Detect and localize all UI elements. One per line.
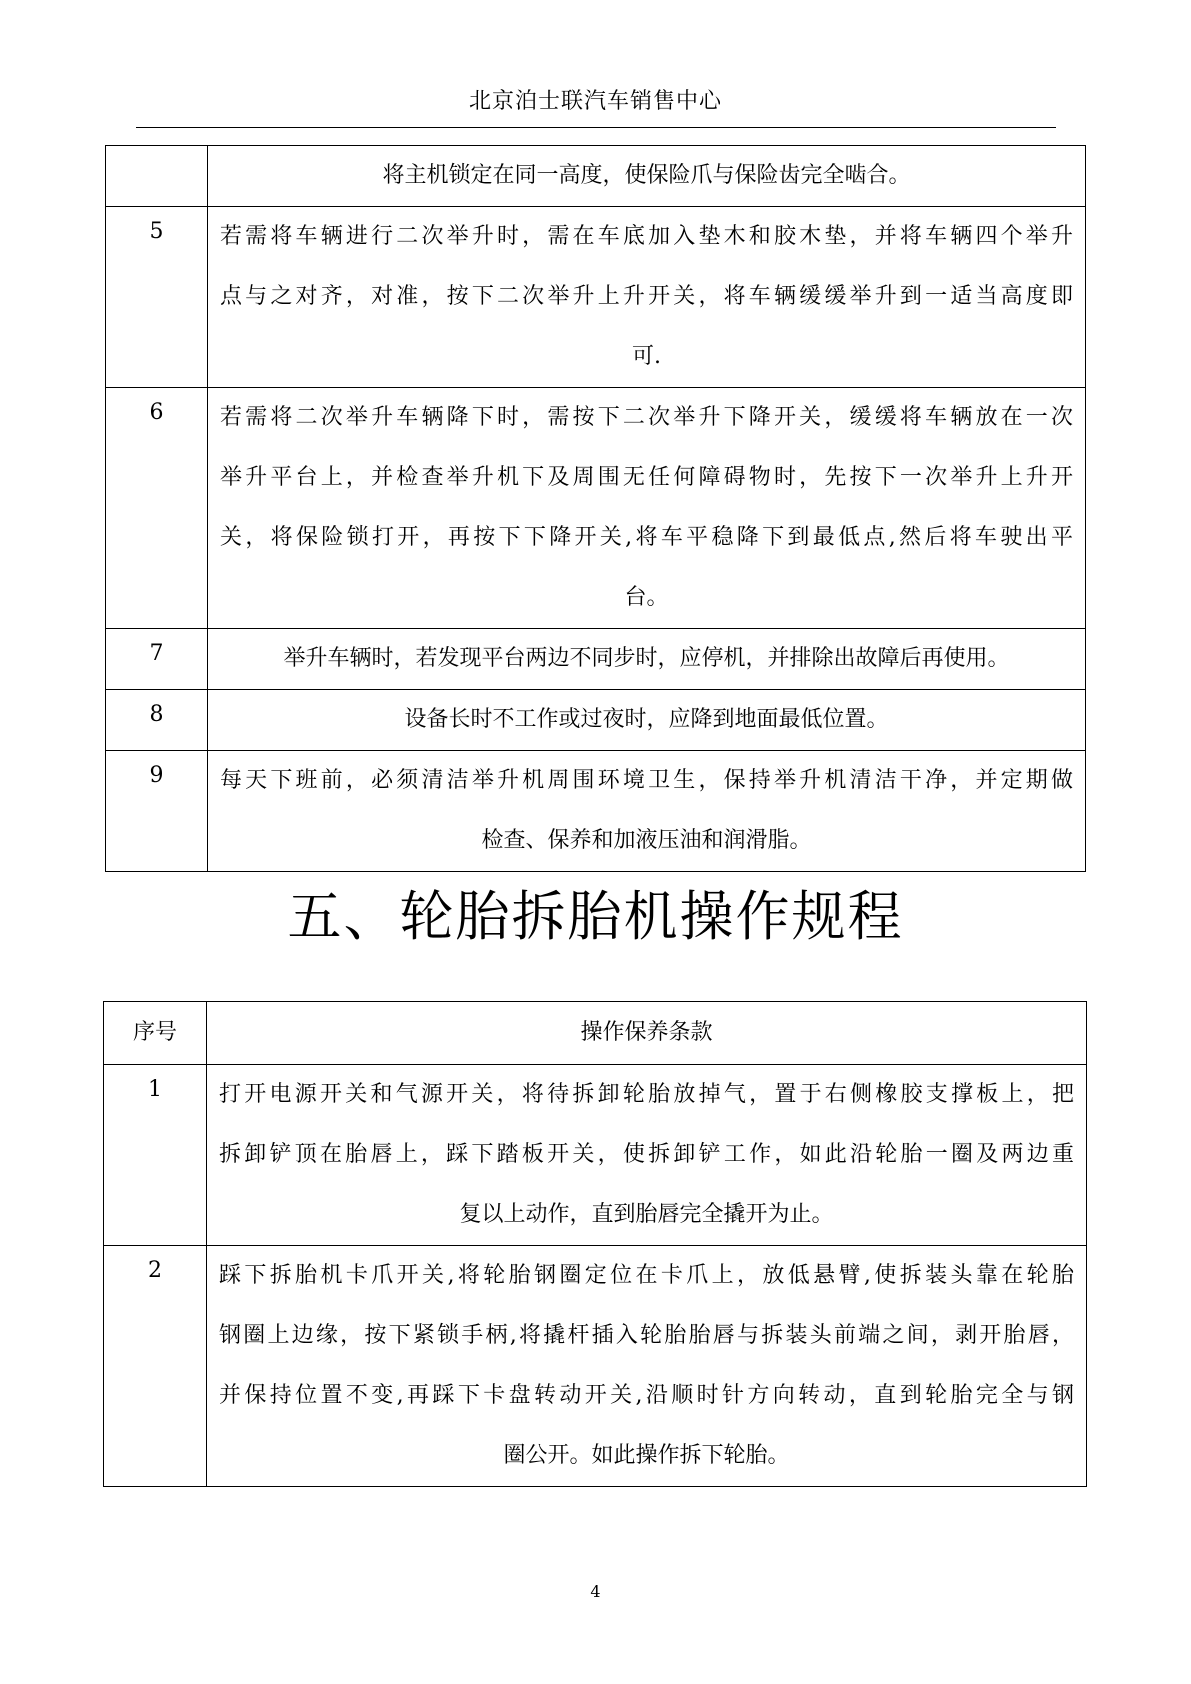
row-number: 8 <box>149 702 164 727</box>
header-divider <box>136 127 1056 128</box>
row-number-cell <box>106 690 208 751</box>
text-line: 检查、保养和加液压油和润滑脂。 <box>481 828 812 853</box>
row-text-cell <box>208 207 1086 388</box>
text-line: 钢圈上边缘，按下紧锁手柄,将撬杆插入轮胎胎唇与拆装头前端之间，剥开胎唇， <box>219 1323 1074 1348</box>
row-text-cell <box>207 1246 1087 1487</box>
table-row <box>106 751 1086 872</box>
text-line: 拆卸铲顶在胎唇上，踩下踏板开关，使拆卸铲工作，如此沿轮胎一圈及两边重 <box>219 1142 1074 1167</box>
text-line: 打开电源开关和气源开关，将待拆卸轮胎放掉气，置于右侧橡胶支撑板上，把 <box>219 1082 1074 1107</box>
row-text-cell <box>208 629 1086 690</box>
column-header-terms <box>207 1002 1087 1065</box>
text-line: 点与之对齐，对准，按下二次举升上升开关，将车辆缓缓举升到一适当高度即 <box>220 284 1073 309</box>
row-number: 9 <box>149 763 164 788</box>
table-header-row <box>104 1002 1087 1065</box>
text-line: 复以上动作，直到胎唇完全撬开为止。 <box>459 1202 834 1227</box>
table-row <box>104 1246 1087 1487</box>
row-text-cell <box>207 1065 1087 1246</box>
table-row <box>106 388 1086 629</box>
row-text-cell <box>208 146 1086 207</box>
text-line: 并保持位置不变,再踩下卡盘转动开关,沿顺时针方向转动，直到轮胎完全与钢 <box>219 1383 1074 1408</box>
row-number: 6 <box>149 400 164 425</box>
table-row <box>106 690 1086 751</box>
row-number: 7 <box>149 641 164 666</box>
row-number-cell <box>106 388 208 629</box>
page-header-title: 北京泊士联汽车销售中心 <box>468 89 722 114</box>
row-number-cell <box>106 207 208 388</box>
page-number: 4 <box>590 1582 601 1601</box>
row-text-cell <box>208 388 1086 629</box>
text-line: 若需将车辆进行二次举升时，需在车底加入垫木和胶木垫，并将车辆四个举升 <box>220 224 1073 249</box>
text-line: 举升车辆时，若发现平台两边不同步时，应停机，并排除出故障后再使用。 <box>283 646 1010 671</box>
text-line: 每天下班前，必须清洁举升机周围环境卫生，保持举升机清洁干净，并定期做 <box>220 768 1073 793</box>
column-header-terms-label: 操作保养条款 <box>580 1020 713 1045</box>
text-line: 台。 <box>624 585 669 610</box>
text-line: 设备长时不工作或过夜时，应降到地面最低位置。 <box>404 707 889 732</box>
text-line: 圈公开。如此操作拆下轮胎。 <box>503 1443 790 1468</box>
tire-changer-table <box>103 1001 1087 1487</box>
row-number: 1 <box>148 1077 162 1102</box>
column-header-number <box>104 1002 207 1065</box>
table-row <box>104 1065 1087 1246</box>
text-line: 若需将二次举升车辆降下时，需按下二次举升下降开关，缓缓将车辆放在一次 <box>220 405 1073 430</box>
row-number-cell <box>106 146 208 207</box>
lift-operation-table <box>105 145 1086 872</box>
section-title: 五、轮胎拆胎机操作规程 <box>287 885 904 948</box>
row-number: 2 <box>148 1258 162 1283</box>
table-row <box>106 207 1086 388</box>
text-line: 将主机锁定在同一高度，使保险爪与保险齿完全啮合。 <box>382 163 911 188</box>
row-number-cell <box>104 1065 207 1246</box>
row-number-cell <box>106 751 208 872</box>
text-line: 踩下拆胎机卡爪开关,将轮胎钢圈定位在卡爪上，放低悬臂,使拆装头靠在轮胎 <box>219 1263 1074 1288</box>
text-line: 关，将保险锁打开，再按下下降开关,将车平稳降下到最低点,然后将车驶出平 <box>220 525 1073 550</box>
row-text-cell <box>208 690 1086 751</box>
row-number: 5 <box>149 219 164 244</box>
table-row <box>106 146 1086 207</box>
row-text-cell <box>208 751 1086 872</box>
text-line: 可. <box>632 344 661 369</box>
column-header-number-label: 序号 <box>132 1020 177 1045</box>
table-row <box>106 629 1086 690</box>
row-number-cell <box>104 1246 207 1487</box>
row-number-cell <box>106 629 208 690</box>
text-line: 举升平台上，并检查举升机下及周围无任何障碍物时，先按下一次举升上升开 <box>220 465 1073 490</box>
